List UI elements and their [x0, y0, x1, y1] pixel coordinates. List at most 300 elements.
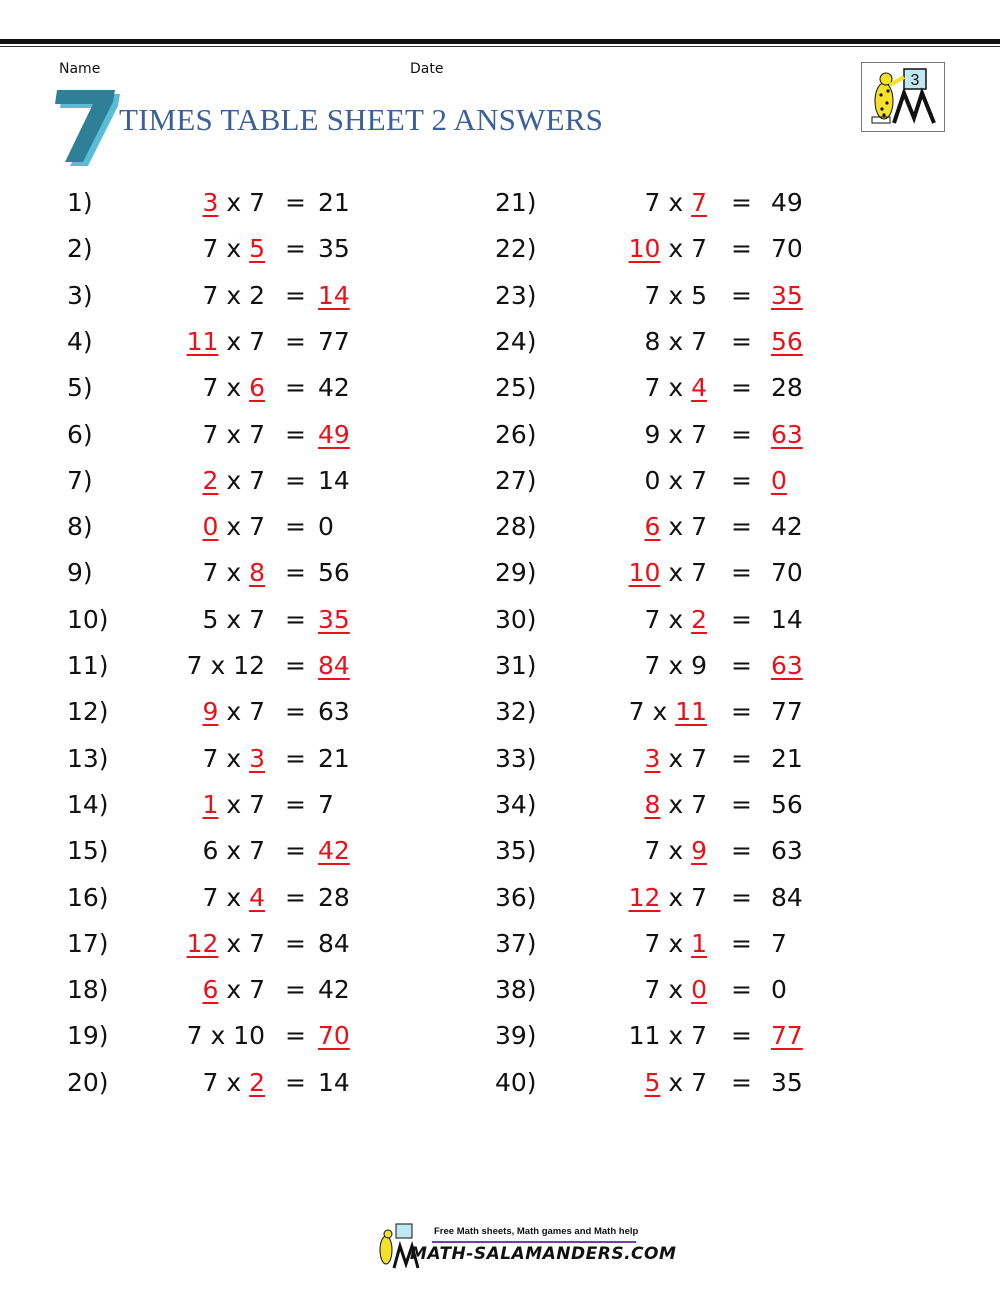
problem-expression [629, 878, 707, 918]
times-sign: x [668, 280, 684, 310]
answer-factor-b: 2 [249, 1067, 265, 1097]
factor-a: 7 [202, 882, 219, 912]
problem-number: 10) [67, 604, 109, 634]
product: 63 [771, 836, 803, 866]
factor-b: 7 [691, 419, 707, 449]
problem-row [495, 553, 895, 593]
problem-row [495, 276, 895, 316]
times-sign: x [226, 697, 242, 727]
answer-product: 63 [771, 651, 803, 680]
problem-number: 19) [67, 1021, 109, 1051]
factor-a: 7 [202, 234, 219, 264]
problem-number: 31) [495, 651, 537, 680]
problem-row [67, 553, 467, 593]
salamander-logo [861, 62, 945, 132]
equals-sign: = [285, 975, 306, 1005]
problem-number: 5) [67, 373, 93, 403]
times-sign: x [668, 419, 684, 449]
problem-expression [644, 415, 707, 455]
problem-number: 7) [67, 465, 93, 495]
problem-number: 30) [495, 604, 537, 634]
problem-row [495, 461, 895, 501]
times-sign: x [226, 234, 242, 264]
problem-expression [629, 553, 707, 593]
factor-b: 7 [691, 512, 707, 542]
problem-expression [187, 924, 265, 964]
answer-product: 49 [318, 419, 350, 449]
problem-number: 27) [495, 465, 537, 495]
answer-factor-b: 8 [249, 558, 265, 588]
problem-expression [202, 692, 265, 732]
problem-row [67, 1063, 467, 1103]
answer-factor-a: 0 [202, 512, 219, 542]
problem-row [67, 507, 467, 547]
factor-b: 10 [233, 1021, 265, 1051]
factor-b: 2 [249, 280, 265, 310]
times-sign: x [668, 373, 684, 403]
factor-b: 7 [691, 465, 707, 495]
factor-a: 9 [644, 419, 661, 449]
equals-sign: = [285, 651, 306, 680]
product: 77 [771, 697, 803, 727]
times-sign: x [210, 1021, 226, 1051]
problem-expression [644, 276, 707, 316]
problem-expression [202, 831, 265, 871]
times-sign: x [226, 188, 242, 217]
header-rule-thin [0, 46, 1000, 47]
answer-factor-a: 11 [186, 326, 219, 356]
problem-expression [644, 785, 707, 825]
answer-factor-a: 12 [628, 882, 661, 912]
equals-sign: = [285, 234, 306, 264]
factor-b: 7 [249, 465, 265, 495]
footer-tagline: Free Math sheets, Math games and Math help [434, 1226, 639, 1237]
problem-expression [202, 1063, 265, 1103]
problem-expression [644, 970, 707, 1010]
problem-number: 36) [495, 882, 537, 912]
equals-sign: = [731, 419, 752, 449]
times-sign: x [668, 558, 684, 588]
problem-number: 24) [495, 326, 537, 356]
problem-number: 35) [495, 836, 537, 866]
answer-factor-a: 3 [202, 188, 219, 217]
problem-expression [644, 924, 707, 964]
times-sign: x [668, 604, 684, 634]
problem-expression [644, 183, 707, 223]
problem-expression [644, 507, 707, 547]
factor-b: 12 [233, 651, 265, 680]
equals-sign: = [285, 326, 306, 356]
answer-factor-b: 4 [691, 373, 707, 403]
times-sign: x [652, 697, 668, 727]
factor-b: 7 [249, 512, 265, 542]
answer-factor-a: 2 [202, 465, 219, 495]
problem-number: 6) [67, 419, 93, 449]
footer-site-name: MATH-SALAMANDERS.COM [410, 1244, 677, 1264]
factor-a: 7 [628, 697, 645, 727]
times-sign: x [668, 882, 684, 912]
answer-product: 35 [318, 604, 350, 634]
problem-expression [644, 600, 707, 640]
problem-number: 39) [495, 1021, 537, 1051]
times-sign: x [668, 326, 684, 356]
times-sign: x [226, 975, 242, 1005]
answer-product: 70 [318, 1021, 350, 1051]
factor-b: 7 [691, 882, 707, 912]
header-rule-thick [0, 39, 1000, 44]
problem-row [67, 368, 467, 408]
problem-number: 15) [67, 836, 109, 866]
problem-row [495, 831, 895, 871]
times-sign: x [226, 558, 242, 588]
equals-sign: = [731, 836, 752, 866]
problem-number: 32) [495, 697, 537, 727]
problem-expression [644, 739, 707, 779]
times-sign: x [668, 1021, 684, 1051]
product: 49 [771, 188, 803, 217]
salamander-easel-icon [862, 63, 944, 131]
product: 21 [318, 188, 350, 217]
problem-expression [202, 553, 265, 593]
factor-b: 7 [691, 326, 707, 356]
problem-row [495, 600, 895, 640]
product: 21 [771, 743, 803, 773]
problem-row [495, 368, 895, 408]
product: 84 [318, 928, 350, 958]
problem-row [67, 1016, 467, 1056]
problem-row [495, 415, 895, 455]
equals-sign: = [731, 280, 752, 310]
factor-b: 7 [249, 604, 265, 634]
problem-number: 9) [67, 558, 93, 588]
problem-row [495, 970, 895, 1010]
times-sign: x [226, 373, 242, 403]
factor-b: 7 [249, 789, 265, 819]
factor-b: 7 [249, 836, 265, 866]
equals-sign: = [285, 604, 306, 634]
equals-sign: = [731, 975, 752, 1005]
equals-sign: = [731, 604, 752, 634]
problem-expression [202, 970, 265, 1010]
answer-factor-b: 1 [691, 928, 707, 958]
equals-sign: = [731, 188, 752, 217]
times-sign: x [226, 743, 242, 773]
problem-expression [187, 1016, 265, 1056]
problem-row [67, 600, 467, 640]
answer-product: 84 [318, 651, 350, 680]
problem-expression [202, 276, 265, 316]
equals-sign: = [285, 465, 306, 495]
factor-b: 7 [691, 558, 707, 588]
problem-number: 28) [495, 512, 537, 542]
equals-sign: = [285, 1021, 306, 1051]
product: 7 [771, 928, 787, 958]
factor-a: 11 [628, 1021, 661, 1051]
problem-expression [202, 507, 265, 547]
factor-a: 7 [644, 373, 661, 403]
answer-factor-b: 7 [691, 188, 707, 217]
equals-sign: = [731, 1021, 752, 1051]
factor-a: 5 [202, 604, 219, 634]
page-title: TIMES TABLE SHEET 2 ANSWERS [119, 102, 604, 137]
factor-b: 7 [691, 743, 707, 773]
equals-sign: = [285, 419, 306, 449]
factor-a: 7 [186, 1021, 203, 1051]
problem-number: 16) [67, 882, 109, 912]
equals-sign: = [731, 465, 752, 495]
factor-b: 7 [249, 188, 265, 217]
product: 70 [771, 234, 803, 264]
times-sign: x [226, 882, 242, 912]
factor-b: 7 [249, 419, 265, 449]
problem-number: 21) [495, 188, 537, 217]
equals-sign: = [731, 882, 752, 912]
problem-row [495, 322, 895, 362]
equals-sign: = [285, 743, 306, 773]
problem-number: 1) [67, 188, 93, 217]
answer-product: 14 [318, 280, 350, 310]
answer-factor-a: 9 [202, 697, 219, 727]
factor-b: 7 [691, 1067, 707, 1097]
footer-logo [374, 1222, 677, 1272]
answer-factor-b: 3 [249, 743, 265, 773]
problem-number: 38) [495, 975, 537, 1005]
problem-row [495, 924, 895, 964]
answer-factor-b: 0 [691, 975, 707, 1005]
answer-factor-a: 10 [628, 558, 661, 588]
times-sign: x [210, 651, 226, 680]
problem-row [67, 831, 467, 871]
problem-number: 33) [495, 743, 537, 773]
problem-number: 34) [495, 789, 537, 819]
factor-a: 7 [186, 651, 203, 680]
problem-expression [202, 878, 265, 918]
problem-number: 18) [67, 975, 109, 1005]
factor-a: 7 [202, 743, 219, 773]
factor-b: 7 [691, 789, 707, 819]
problem-row [495, 646, 895, 686]
answer-product: 63 [771, 419, 803, 449]
equals-sign: = [731, 651, 752, 680]
date-label: Date [410, 61, 444, 77]
times-sign: x [226, 836, 242, 866]
factor-a: 8 [644, 326, 661, 356]
problem-expression [187, 646, 265, 686]
name-label: Name [59, 61, 101, 77]
answer-factor-b: 2 [691, 604, 707, 634]
factor-a: 0 [644, 465, 661, 495]
problem-number: 17) [67, 928, 109, 958]
equals-sign: = [731, 558, 752, 588]
footer-divider [432, 1241, 636, 1243]
times-sign: x [226, 419, 242, 449]
problem-expression [644, 368, 707, 408]
product: 56 [318, 558, 350, 588]
product: 77 [318, 326, 350, 356]
factor-b: 7 [249, 326, 265, 356]
product: 84 [771, 882, 803, 912]
problem-number: 20) [67, 1067, 109, 1097]
factor-a: 7 [202, 280, 219, 310]
problem-number: 11) [67, 651, 109, 680]
problem-row [495, 739, 895, 779]
equals-sign: = [731, 697, 752, 727]
times-sign: x [226, 465, 242, 495]
answer-product: 0 [771, 465, 787, 495]
problem-row [495, 1063, 895, 1103]
problem-number: 29) [495, 558, 537, 588]
problem-expression [202, 739, 265, 779]
equals-sign: = [731, 373, 752, 403]
problem-row [495, 785, 895, 825]
factor-a: 7 [644, 975, 661, 1005]
problem-row [495, 692, 895, 732]
product: 35 [318, 234, 350, 264]
problem-row [67, 739, 467, 779]
problem-expression [629, 692, 707, 732]
problem-row [495, 507, 895, 547]
times-sign: x [226, 326, 242, 356]
problem-number: 40) [495, 1067, 537, 1097]
answer-factor-a: 3 [644, 743, 661, 773]
problem-expression [202, 368, 265, 408]
answer-factor-b: 11 [675, 697, 707, 727]
equals-sign: = [731, 326, 752, 356]
problem-number: 4) [67, 326, 93, 356]
problem-row [67, 924, 467, 964]
problem-row [67, 878, 467, 918]
answer-product: 77 [771, 1021, 803, 1051]
answer-factor-a: 10 [628, 234, 661, 264]
problem-number: 25) [495, 373, 537, 403]
problem-expression [202, 229, 265, 269]
factor-a: 7 [202, 419, 219, 449]
times-sign: x [668, 188, 684, 217]
problem-row [495, 229, 895, 269]
factor-a: 7 [644, 836, 661, 866]
equals-sign: = [285, 697, 306, 727]
times-sign: x [668, 743, 684, 773]
answer-factor-a: 5 [644, 1067, 661, 1097]
equals-sign: = [731, 512, 752, 542]
product: 42 [318, 975, 350, 1005]
product: 14 [318, 465, 350, 495]
equals-sign: = [285, 836, 306, 866]
times-sign: x [668, 234, 684, 264]
factor-a: 7 [644, 280, 661, 310]
product: 28 [318, 882, 350, 912]
equals-sign: = [731, 789, 752, 819]
times-sign: x [668, 836, 684, 866]
equals-sign: = [731, 234, 752, 264]
problem-expression [644, 831, 707, 871]
equals-sign: = [731, 928, 752, 958]
problem-expression [202, 785, 265, 825]
problem-expression [202, 415, 265, 455]
problem-row [67, 461, 467, 501]
problem-number: 3) [67, 280, 93, 310]
problem-expression [202, 461, 265, 501]
factor-b: 7 [249, 975, 265, 1005]
equals-sign: = [285, 512, 306, 542]
problem-expression [202, 183, 265, 223]
problem-row [67, 183, 467, 223]
equals-sign: = [285, 373, 306, 403]
problem-row [67, 229, 467, 269]
answer-factor-a: 8 [644, 789, 661, 819]
problem-row [67, 970, 467, 1010]
product: 21 [318, 743, 350, 773]
problem-expression [202, 600, 265, 640]
problem-row [67, 692, 467, 732]
product: 42 [771, 512, 803, 542]
answer-factor-a: 1 [202, 789, 219, 819]
problem-expression [644, 322, 707, 362]
answer-product: 56 [771, 326, 803, 356]
times-sign: x [668, 928, 684, 958]
problem-expression [629, 1016, 707, 1056]
answer-factor-a: 12 [186, 928, 219, 958]
problem-number: 23) [495, 280, 537, 310]
problem-number: 2) [67, 234, 93, 264]
equals-sign: = [285, 558, 306, 588]
times-sign: x [226, 1067, 242, 1097]
product: 0 [318, 512, 334, 542]
factor-b: 7 [691, 234, 707, 264]
answer-factor-a: 6 [644, 512, 661, 542]
problem-row [495, 1016, 895, 1056]
equals-sign: = [285, 1067, 306, 1097]
problem-number: 12) [67, 697, 109, 727]
equals-sign: = [731, 1067, 752, 1097]
factor-a: 7 [202, 1067, 219, 1097]
factor-a: 7 [644, 928, 661, 958]
times-sign: x [226, 928, 242, 958]
problem-row [67, 646, 467, 686]
times-sign: x [668, 651, 684, 680]
product: 28 [771, 373, 803, 403]
product: 56 [771, 789, 803, 819]
big-seven-icon [52, 88, 122, 166]
factor-b: 9 [691, 651, 707, 680]
problem-number: 8) [67, 512, 93, 542]
problem-expression [644, 646, 707, 686]
answer-factor-b: 9 [691, 836, 707, 866]
problem-row [67, 276, 467, 316]
answer-factor-a: 6 [202, 975, 219, 1005]
problem-row [67, 785, 467, 825]
factor-a: 7 [644, 188, 661, 217]
equals-sign: = [285, 188, 306, 217]
equals-sign: = [285, 280, 306, 310]
answer-product: 35 [771, 280, 803, 310]
product: 0 [771, 975, 787, 1005]
product: 70 [771, 558, 803, 588]
problem-number: 37) [495, 928, 537, 958]
factor-a: 7 [644, 604, 661, 634]
equals-sign: = [285, 928, 306, 958]
factor-b: 7 [249, 697, 265, 727]
answer-factor-b: 5 [249, 234, 265, 264]
times-sign: x [668, 512, 684, 542]
product: 7 [318, 789, 334, 819]
times-sign: x [226, 280, 242, 310]
product: 63 [318, 697, 350, 727]
problem-row [495, 183, 895, 223]
times-sign: x [668, 789, 684, 819]
problem-number: 26) [495, 419, 537, 449]
logo-badge-text: 3 [910, 72, 920, 89]
